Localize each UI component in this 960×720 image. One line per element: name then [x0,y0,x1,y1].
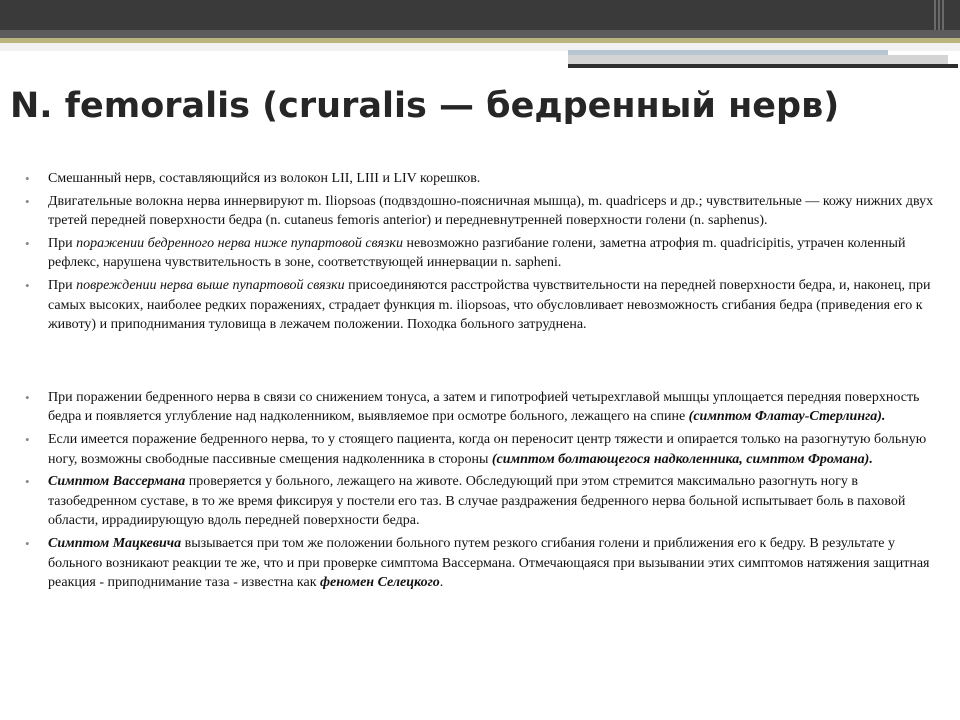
top-dark-bar [0,0,960,30]
bullet-item: • Если имеется поражение бедренного нерва, то у стоящего пациента, когда он переносит центр тяжести и опирается только на разогнутую больную ногу, возможны свободные пассивные смещения надколенника в стороны (симптом болтающегося надколенника, симптом Фромана). [24,430,950,469]
slide-title: N. femoralis (cruralis — бедренный нерв) [10,86,840,126]
phenomenon-name: феномен Селецкого [320,575,440,591]
bullet-item: • Симптом Мацкевича вызывается при том же положении больного путем резкого сгибания голени и приближения его к бедру. В результате у больного возникают реакции те же, что и при проверке симптома Вассермана. Отмечающаяся при вызывании этих симптомов натяжения защитная реакция - приподнимание таза - известна как феномен Селецкого. [24,534,950,593]
bullet-list-symptoms [24,388,950,593]
corner-stripes [934,0,944,30]
header-band-gray [0,30,960,38]
bullet-item: • Двигательные волокна нерва иннервируют m. Iliopsoas (подвздошно-поясничная мышца), m. quadriceps и др.; чувствительные — кожу нижних двух третей передней поверхности бедра (n. cutaneus femoris anterior) и передневнутренней поверхности голени (n. saphenus). [24,192,950,231]
symptom-name: (симптом Флатау-Стерлинга). [688,409,886,425]
bullet-list [24,169,950,335]
bullet-item: • При поражении бедренного нерва ниже пупартовой связки невозможно разгибание голени, заметна атрофия m. quadricipitis, утрачен коленный рефлекс, нарушена чувствительность в зоне, соответствующей иннервации n. sapheni. [24,234,950,273]
symptom-name: Симптом Вассермана [48,474,186,490]
italic-phrase: повреждении нерва выше пупартовой связки [76,277,345,293]
slide-body [24,169,950,593]
bullet-item: • При повреждении нерва выше пупартовой связки присоединяются расстройства чувствительности на передней поверхности бедра, и, наконец, при самых высоких, наиболее редких поражениях, страдает функция m. iliopsoas, что обусловливает невозможность сгибания бедра (приведения его к животу) и приподнимания туловища в лежачем положении. Походка больного затруднена. [24,276,950,335]
accent-bar-dark [568,64,958,68]
bullet-item: • Смешанный нерв, составляющийся из волокон LII, LIII и LIV корешков. [24,169,950,189]
bullet-item: • При поражении бедренного нерва в связи со снижением тонуса, а затем и гипотрофией четырехглавой мышцы уплощается передняя поверхность бедра и появляется углубление над надколенником, выявляемое при осмотре больного, лежащего на спине (симптом Флатау-Стерлинга). [24,388,950,427]
symptom-name: Симптом Мацкевича [48,535,182,551]
symptom-name: (симптом болтающегося надколенника, симптом Фромана). [491,451,873,467]
paragraph-gap [24,335,950,388]
accent-bar-gray [568,55,948,64]
bullet-item: • Симптом Вассермана проверяется у больного, лежащего на животе. Обследующий при этом стремится максимально разогнуть ногу в тазобедренном суставе, в то же время фиксируя у постели его таз. В случае раздражения бедренного нерва больной испытывает боль в паховой области, иррадиирующую вдоль передней поверхности бедра. [24,472,950,531]
italic-phrase: поражении бедренного нерва ниже пупартовой связки [76,235,403,251]
